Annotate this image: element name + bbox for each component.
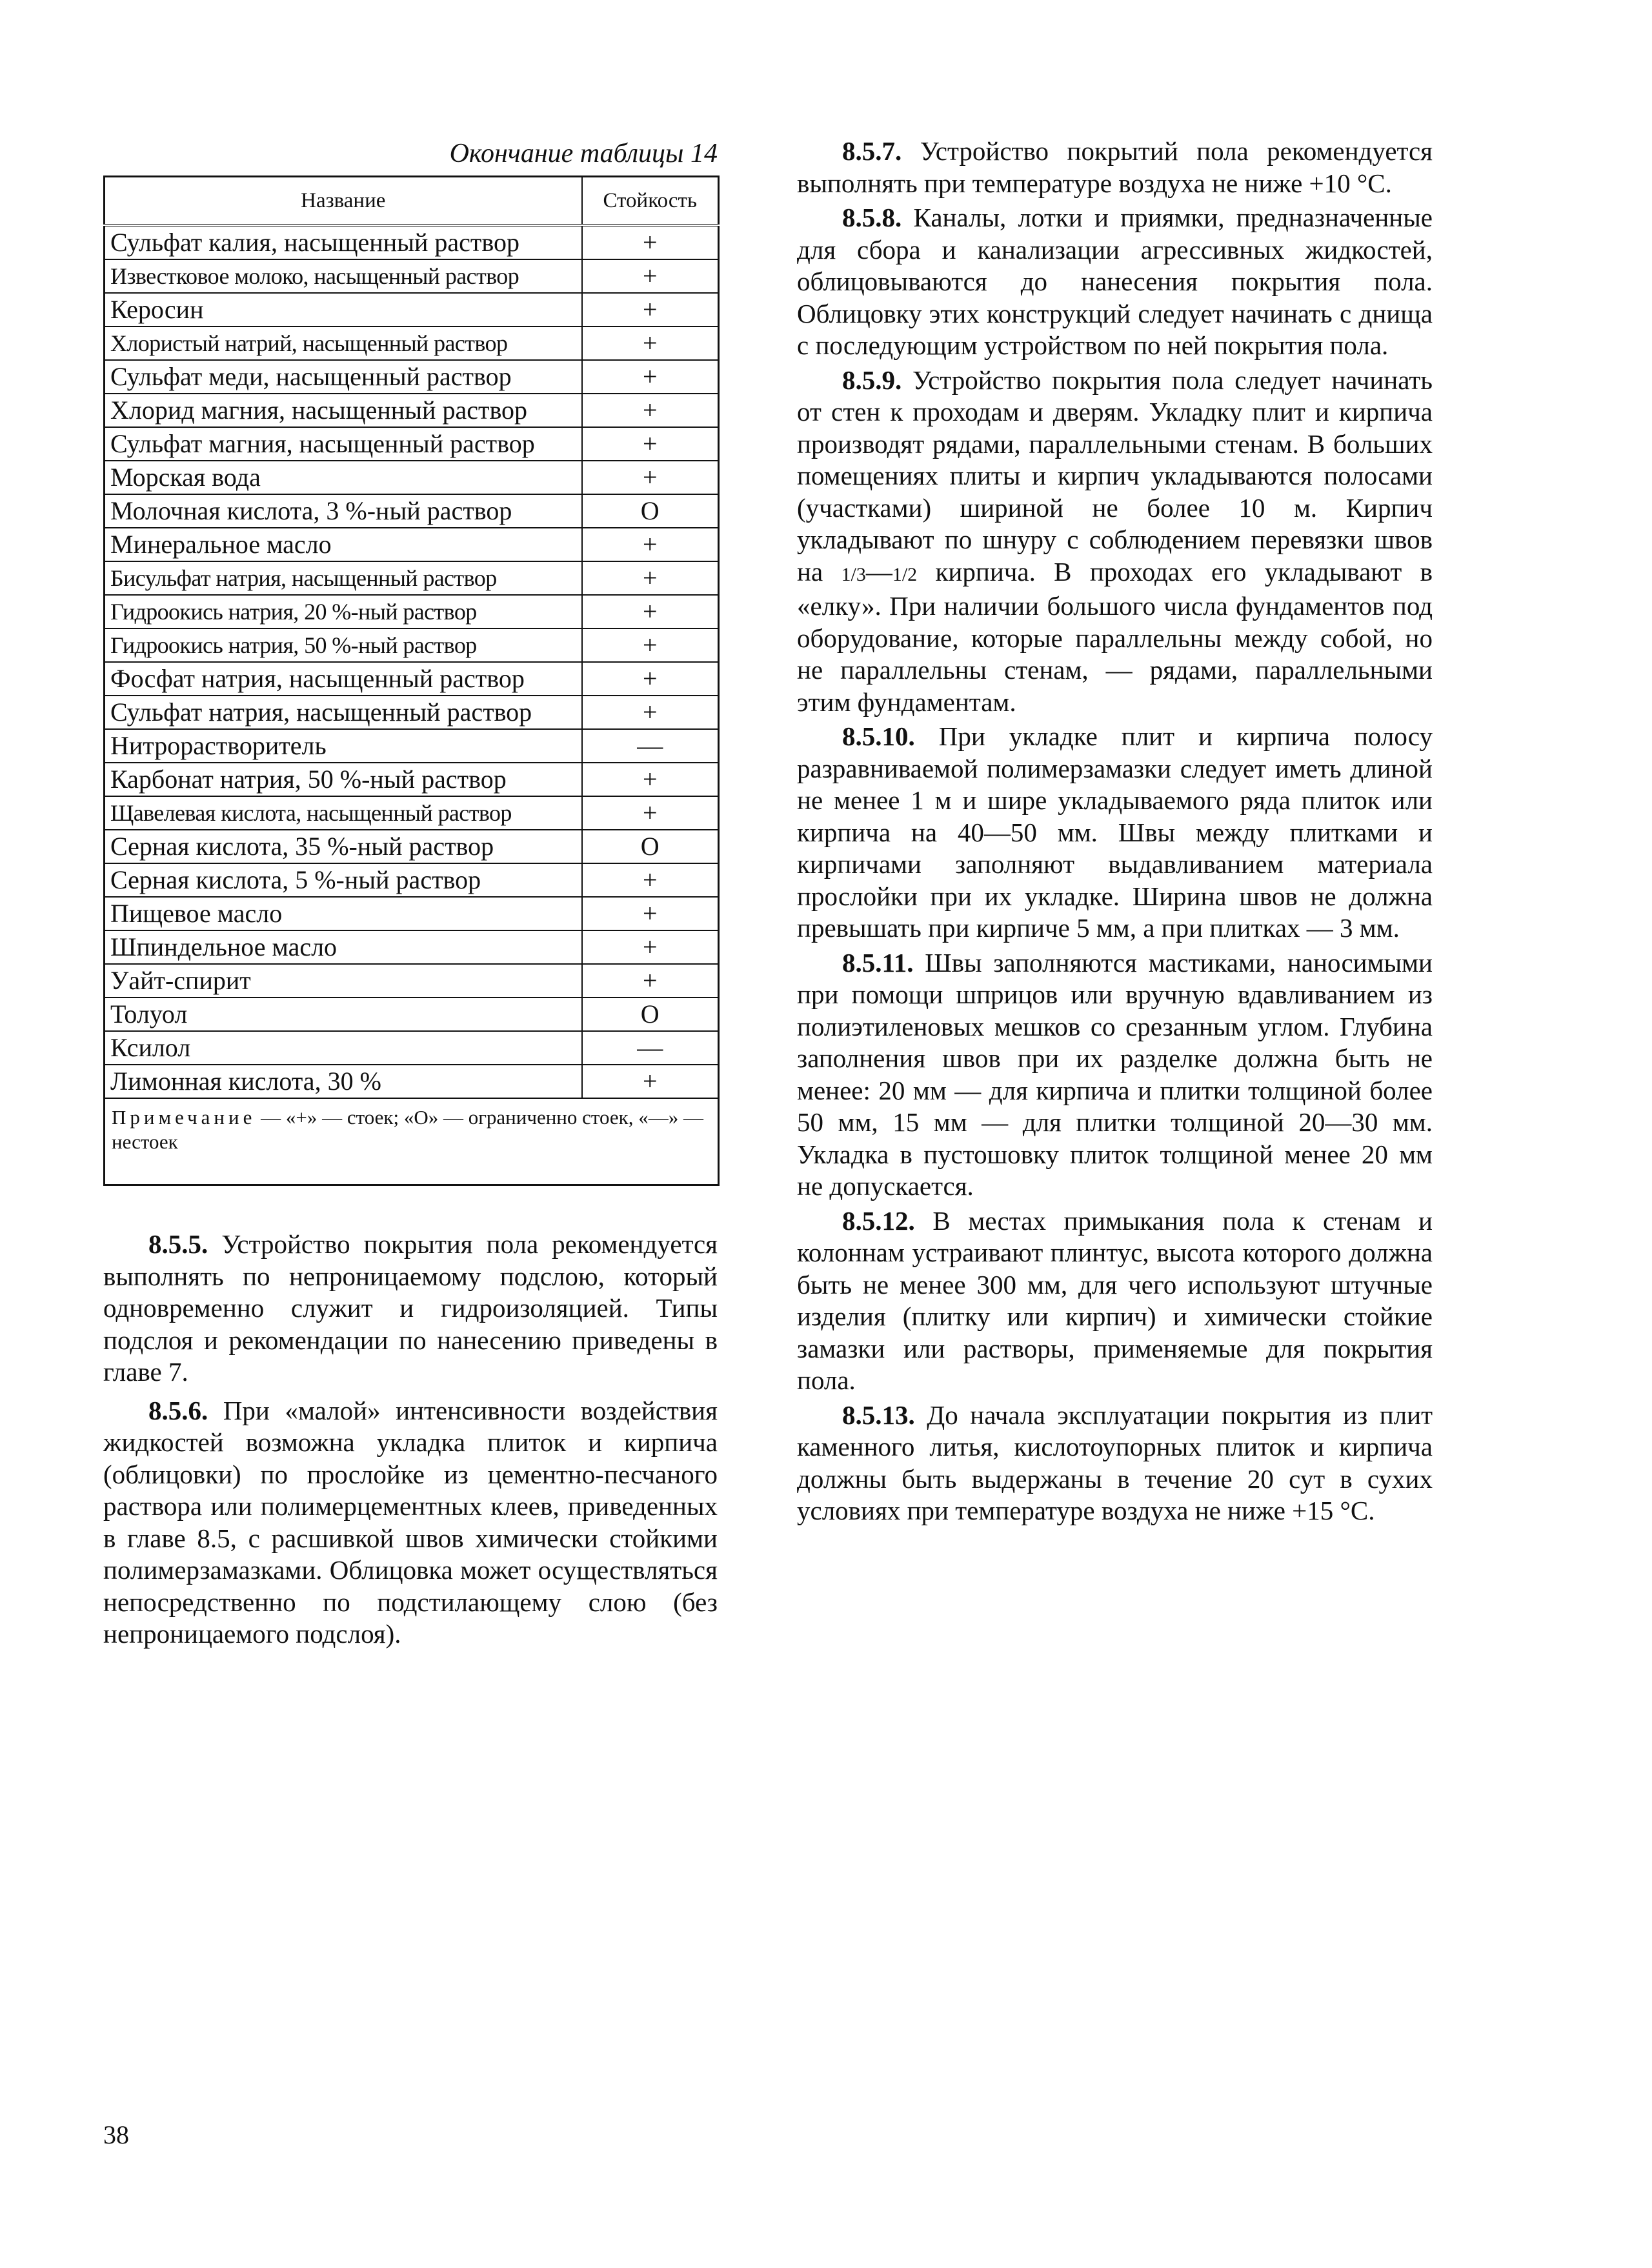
paragraph-text: При «малой» интенсивности воздействия жидкостей возможна укладка плиток и кирпича (облицовки) по прослойке из цементно-песчаного раствора или полимерцементных клеев, приведенных в главе 8.5, с расшивкой швов химически стойкими полимерзамазками. Облицовка может осуществляться непосредственно по подстилающему слою (без непроницаемого подслоя). bbox=[103, 1395, 718, 1649]
cell-name: Серная кислота, 35 %-ный раствор bbox=[105, 830, 582, 863]
cell-resistance: — bbox=[582, 729, 719, 763]
paragraph-text: Устройство покрытия пола следует начинать от стен к проходам и дверям. Укладку плит и кирпича производят рядами, параллельными стенам. В больших помещениях плиты и кирпич укладываются полосами (участками) шириной не более 10 м. Кирпич укладывают по шнуру с соблюдением перевязки швов на bbox=[797, 365, 1433, 587]
cell-resistance: + bbox=[582, 1065, 719, 1098]
cell-name: Сульфат натрия, насыщенный раствор bbox=[105, 696, 582, 729]
table-row bbox=[105, 628, 719, 662]
table-row bbox=[105, 897, 719, 930]
paragraph-number: 8.5.12. bbox=[842, 1205, 915, 1236]
table-row bbox=[105, 225, 719, 259]
table-row bbox=[105, 360, 719, 394]
paragraph-text: Устройство покрытия пола рекомендуется выполнять по непроницаемому подслою, который одновременно служит и гидроизоляцией. Типы подслоя и рекомендации по нанесению приведены в главе 7. bbox=[103, 1229, 718, 1387]
table-row bbox=[105, 729, 719, 763]
cell-resistance: + bbox=[582, 394, 719, 427]
paragraph-text: В местах примыкания пола к стенам и колоннам устраивают плинтус, высота которого должна быть не менее 300 мм, для чего используют штучные изделия (плитку или кирпич) и химически стойкие замазки или растворы, применяемые для покрытия пола. bbox=[797, 1205, 1433, 1395]
fraction-one-half: 1/2 bbox=[892, 563, 918, 585]
cell-resistance: + bbox=[582, 561, 719, 595]
table-row bbox=[105, 964, 719, 998]
table-row bbox=[105, 696, 719, 729]
paragraph-number: 8.5.11. bbox=[842, 947, 914, 978]
table-row bbox=[105, 1031, 719, 1065]
paragraph-number: 8.5.6. bbox=[148, 1395, 208, 1425]
cell-resistance: + bbox=[582, 595, 719, 628]
note-text: — «+» — стоек; «О» — ограниченно стоек, «—» — нестоек bbox=[112, 1106, 703, 1153]
cell-name: Ксилол bbox=[105, 1031, 582, 1065]
paragraph-8-5-9 bbox=[797, 365, 1433, 719]
table-row bbox=[105, 494, 719, 528]
paragraph-number: 8.5.13. bbox=[842, 1400, 915, 1430]
table-note bbox=[105, 1098, 719, 1185]
cell-name: Лимонная кислота, 30 % bbox=[105, 1065, 582, 1098]
cell-name: Гидроокись натрия, 20 %-ный раствор bbox=[105, 595, 582, 628]
cell-resistance: + bbox=[582, 628, 719, 662]
table-row bbox=[105, 528, 719, 561]
left-column bbox=[103, 135, 718, 1651]
left-text-block bbox=[103, 1229, 718, 1651]
table-row bbox=[105, 394, 719, 427]
paragraph-8-5-11 bbox=[797, 947, 1433, 1203]
cell-resistance: + bbox=[582, 763, 719, 796]
cell-resistance: O bbox=[582, 830, 719, 863]
cell-name: Щавелевая кислота, насыщенный раствор bbox=[105, 796, 582, 830]
note-label: Примечание bbox=[112, 1106, 256, 1129]
paragraph-text: Устройство покрытий пола рекомендуется выполнять при температуре воздуха не ниже +10 °С. bbox=[797, 136, 1433, 198]
cell-resistance: + bbox=[582, 259, 719, 293]
cell-resistance: + bbox=[582, 662, 719, 696]
cell-name: Хлористый натрий, насыщенный раствор bbox=[105, 326, 582, 360]
cell-resistance: + bbox=[582, 326, 719, 360]
cell-name: Пищевое масло bbox=[105, 897, 582, 930]
cell-resistance: + bbox=[582, 528, 719, 561]
cell-name: Морская вода bbox=[105, 461, 582, 494]
paragraph-text: Каналы, лотки и приямки, предназначенные для сбора и канализации агрессивных жидкостей, облицовываются до нанесения покрытия пола. Облицовку этих конструкций следует начинать с днища с последующим устройством по ней покрытия пола. bbox=[797, 203, 1433, 360]
table-row bbox=[105, 930, 719, 964]
table-row bbox=[105, 763, 719, 796]
table-row bbox=[105, 830, 719, 863]
cell-resistance: + bbox=[582, 461, 719, 494]
paragraph-number: 8.5.8. bbox=[842, 203, 902, 232]
paragraph-8-5-8 bbox=[797, 202, 1433, 362]
cell-name: Карбонат натрия, 50 %-ный раствор bbox=[105, 763, 582, 796]
cell-name: Хлорид магния, насыщенный раствор bbox=[105, 394, 582, 427]
cell-resistance: + bbox=[582, 225, 719, 259]
cell-resistance: — bbox=[582, 1031, 719, 1065]
table-row bbox=[105, 461, 719, 494]
cell-name: Керосин bbox=[105, 293, 582, 326]
resistance-table bbox=[103, 176, 720, 1186]
table-row bbox=[105, 595, 719, 628]
paragraph-8-5-12 bbox=[797, 1205, 1433, 1397]
paragraph-8-5-10 bbox=[797, 721, 1433, 945]
page-number: 38 bbox=[103, 2120, 129, 2149]
cell-name: Молочная кислота, 3 %-ный раствор bbox=[105, 494, 582, 528]
table-body bbox=[105, 225, 719, 1098]
table-row bbox=[105, 561, 719, 595]
cell-resistance: + bbox=[582, 696, 719, 729]
cell-resistance: + bbox=[582, 427, 719, 461]
fraction-one-third: 1/3 bbox=[841, 563, 866, 585]
cell-name: Гидроокись натрия, 50 %-ный раствор bbox=[105, 628, 582, 662]
cell-name: Шпиндельное масло bbox=[105, 930, 582, 964]
cell-resistance: + bbox=[582, 930, 719, 964]
table-row bbox=[105, 1065, 719, 1098]
table-row bbox=[105, 863, 719, 897]
cell-resistance: O bbox=[582, 998, 719, 1031]
paragraph-text-continued: кирпича. В проходах его укладывают в «елку». При наличии большого числа фундаментов под оборудование, которые параллельны между собой, но не параллельны стенам, — рядами, параллельными этим фундаментам. bbox=[797, 556, 1433, 717]
cell-name: Сульфат магния, насыщенный раствор bbox=[105, 427, 582, 461]
cell-resistance: + bbox=[582, 796, 719, 830]
table-row bbox=[105, 326, 719, 360]
cell-name: Бисульфат натрия, насыщенный раствор bbox=[105, 561, 582, 595]
paragraph-text: До начала эксплуатации покрытия из плит каменного литья, кислотоупорных плиток и кирпича должны быть выдержаны в течение 20 сут в сухих условиях при температуре воздуха не ниже +15 °С. bbox=[797, 1400, 1433, 1525]
cell-resistance: + bbox=[582, 964, 719, 998]
paragraph-text: Швы заполняются мастиками, наносимыми при помощи шприцов или вручную вдавливанием из полиэтиленовых мешков со срезанным углом. Глубина заполнения швов при их разделке должна быть не менее: 20 мм — для кирпича и плитки толщиной более 50 мм, 15 мм — для плитки толщиной 20—30 мм. Укладка в пустошовку плиток толщиной менее 20 мм не допускается. bbox=[797, 947, 1433, 1201]
cell-resistance: + bbox=[582, 863, 719, 897]
cell-name: Толуол bbox=[105, 998, 582, 1031]
table-caption: Окончание таблицы 14 bbox=[449, 139, 718, 168]
paragraph-text: При укладке плит и кирпича полосу разравниваемой полимерзамазки следует иметь длиной не менее 1 м и шире укладываемого ряда плиток или кирпича на 40—50 мм. Швы между плитками и кирпичами заполняют выдавливанием материала прослойки при их укладке. Ширина швов не должна превышать при кирпиче 5 мм, а при плитках — 3 мм. bbox=[797, 721, 1433, 943]
paragraph-number: 8.5.7. bbox=[842, 136, 902, 166]
fraction-dash: — bbox=[865, 556, 892, 587]
header-name: Название bbox=[105, 177, 582, 226]
table-note-row bbox=[105, 1098, 719, 1185]
cell-name: Минеральное масло bbox=[105, 528, 582, 561]
cell-name: Известковое молоко, насыщенный раствор bbox=[105, 259, 582, 293]
paragraph-8-5-7 bbox=[797, 135, 1433, 199]
paragraph-8-5-5 bbox=[103, 1229, 718, 1389]
table-row bbox=[105, 796, 719, 830]
paragraph-8-5-6 bbox=[103, 1395, 718, 1651]
table-header-row bbox=[105, 177, 719, 226]
table-row bbox=[105, 998, 719, 1031]
cell-name: Фосфат натрия, насыщенный раствор bbox=[105, 662, 582, 696]
cell-resistance: + bbox=[582, 360, 719, 394]
table-row bbox=[105, 293, 719, 326]
paragraph-8-5-13 bbox=[797, 1400, 1433, 1527]
table-row bbox=[105, 427, 719, 461]
cell-name: Нитрорастворитель bbox=[105, 729, 582, 763]
paragraph-number: 8.5.10. bbox=[842, 721, 915, 751]
right-column bbox=[797, 135, 1433, 1527]
header-resistance: Стойкость bbox=[582, 177, 719, 226]
cell-resistance: + bbox=[582, 293, 719, 326]
cell-name: Сульфат калия, насыщенный раствор bbox=[105, 225, 582, 259]
paragraph-number: 8.5.9. bbox=[842, 365, 902, 395]
cell-name: Уайт-спирит bbox=[105, 964, 582, 998]
cell-name: Серная кислота, 5 %-ный раствор bbox=[105, 863, 582, 897]
cell-name: Сульфат меди, насыщенный раствор bbox=[105, 360, 582, 394]
paragraph-number: 8.5.5. bbox=[148, 1229, 208, 1259]
cell-resistance: O bbox=[582, 494, 719, 528]
table-row bbox=[105, 259, 719, 293]
cell-resistance: + bbox=[582, 897, 719, 930]
table-row bbox=[105, 662, 719, 696]
